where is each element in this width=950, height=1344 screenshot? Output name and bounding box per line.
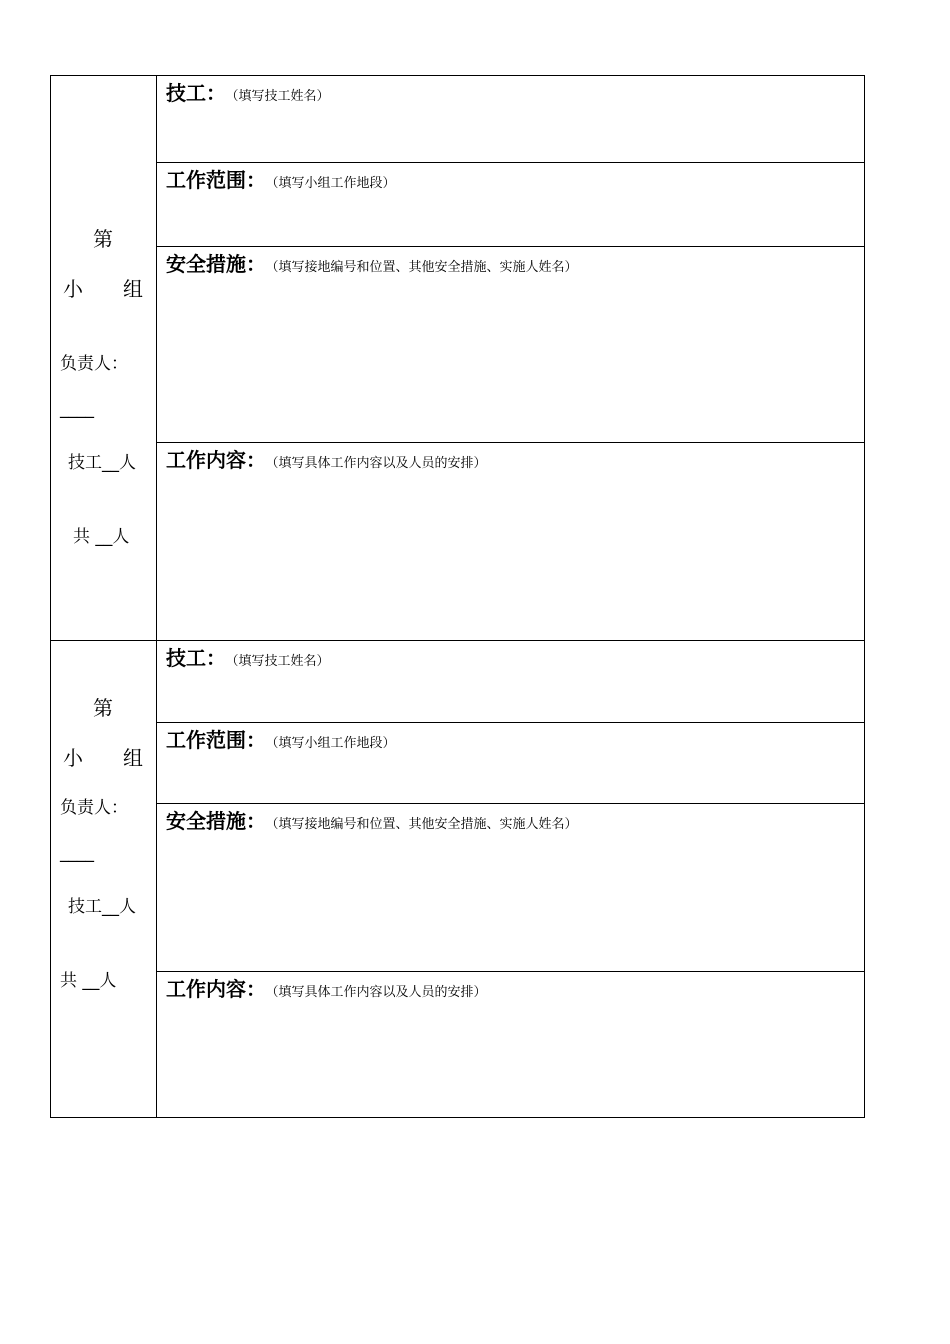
group-info-cell [51,641,157,1117]
group-xiao-label: 小 [63,746,83,770]
row-label: 技工： [166,81,226,105]
row-work-scope[interactable] [157,163,864,247]
group-ordinal-label: 第 [93,227,113,251]
row-hint: （填写接地编号和位置、其他安全措施、实施人姓名） [272,817,578,832]
leader-label: 负责人： [60,798,128,818]
row-label: 工作内容： [166,448,266,472]
row-hint: （填写具体工作内容以及人员的安排） [272,456,487,471]
group-info-cell [51,76,157,640]
technician-count[interactable]: 技工__人 [68,453,136,473]
row-hint: （填写接地编号和位置、其他安全措施、实施人姓名） [272,260,578,275]
total-count[interactable]: 共 __人 [73,527,130,547]
leader-blank[interactable]: ____ [60,399,94,419]
group-detail-cell [157,76,864,640]
group-detail-cell [157,641,864,1117]
row-label: 技工： [166,646,226,670]
row-label: 工作范围： [166,168,266,192]
total-count[interactable]: 共 __人 [60,971,117,991]
row-work-scope[interactable] [157,723,864,804]
row-hint: （填写技工姓名） [232,89,330,104]
row-hint: （填写技工姓名） [232,654,330,669]
row-technicians[interactable] [157,76,864,163]
group-zu-label: 组 [123,277,143,301]
row-hint: （填写具体工作内容以及人员的安排） [272,985,487,1000]
row-label: 安全措施： [166,809,266,833]
technician-count[interactable]: 技工__人 [68,897,136,917]
group-table-2 [50,640,865,1118]
row-label: 工作范围： [166,728,266,752]
leader-label: 负责人： [60,354,128,374]
group-zu-label: 组 [123,746,143,770]
leader-blank[interactable]: ____ [60,843,94,863]
row-safety-measures[interactable] [157,247,864,443]
row-safety-measures[interactable] [157,804,864,972]
row-work-content[interactable] [157,443,864,640]
group-ordinal-label: 第 [93,696,113,720]
group-xiao-label: 小 [63,277,83,301]
row-label: 工作内容： [166,977,266,1001]
row-label: 安全措施： [166,252,266,276]
row-work-content[interactable] [157,972,864,1117]
row-hint: （填写小组工作地段） [272,736,396,751]
row-hint: （填写小组工作地段） [272,176,396,191]
group-table-1 [50,75,865,641]
row-technicians[interactable] [157,641,864,723]
